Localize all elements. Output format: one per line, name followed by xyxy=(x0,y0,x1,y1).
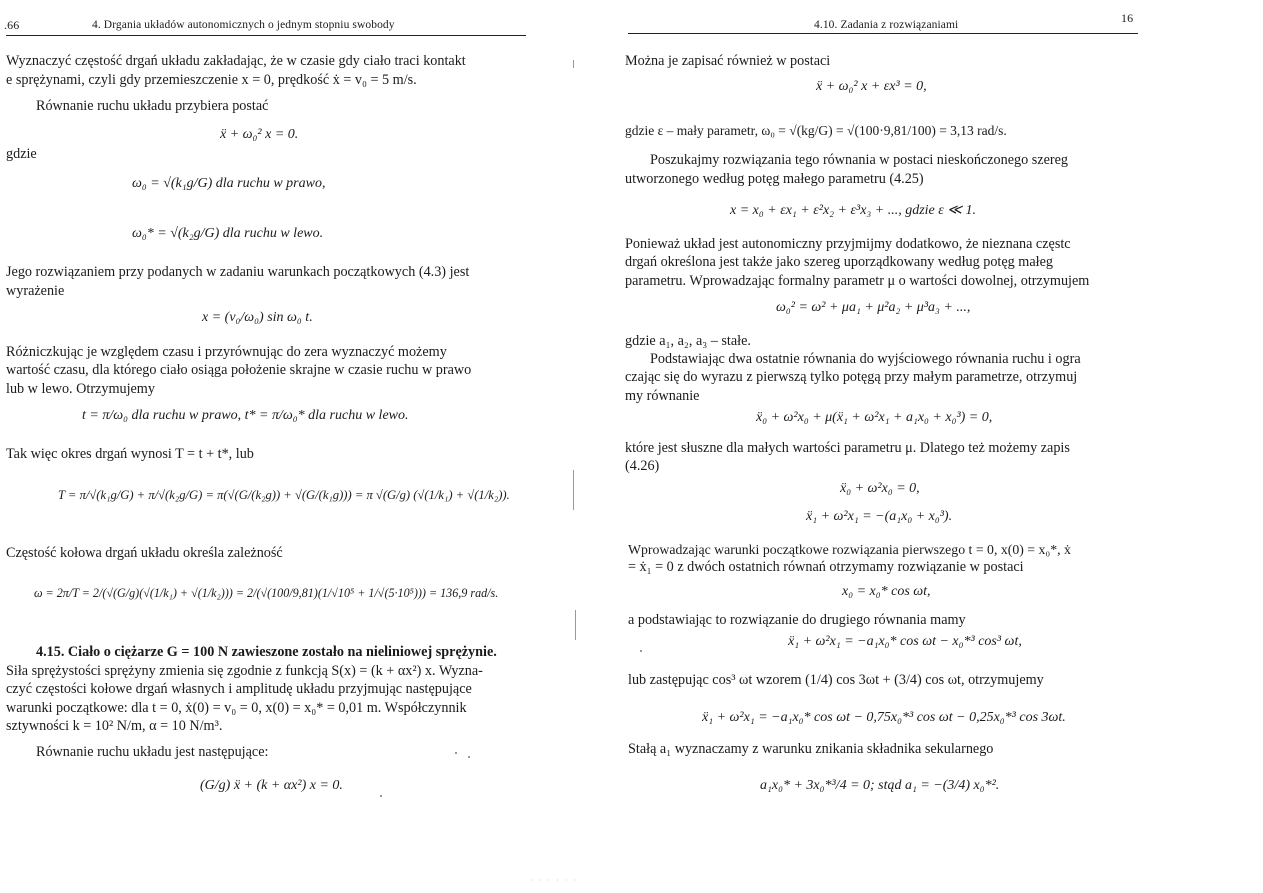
equation: a₁x₀* + 3x₀*³/4 = 0; stąd a₁ = −(3/4) x₀*². xyxy=(760,778,1000,793)
text-line: wyrażenie xyxy=(6,283,65,299)
running-title: 4.10. Zadania z rozwiązaniami xyxy=(814,19,959,31)
running-title: 4. Drgania układów autonomicznych o jednym stopniu swobody xyxy=(92,19,395,31)
equation: ẍ₁ + ω²x₁ = −a₁x₀* cos ωt − 0,75x₀*³ cos ωt − 0,25x₀*³ cos 3ωt. xyxy=(702,710,1066,725)
text-line: Poszukajmy rozwiązania tego równania w postaci nieskończonego szereg xyxy=(650,152,1068,168)
equation: ẍ₀ + ω²x₀ + μ(ẍ₁ + ω²x₁ + a₁x₀ + x₀³) = 0, xyxy=(756,410,993,425)
equation: ω₀ = √(k₁g/G) dla ruchu w prawo, xyxy=(132,176,326,191)
equation: ẍ + ω₀² x = 0. xyxy=(220,127,299,142)
equation: x = x₀ + εx₁ + ε²x₂ + ε³x₃ + ..., gdzie ε ≪ 1. xyxy=(730,203,976,218)
text-line: lub zastępując cos³ ωt wzorem (1/4) cos 3ωt + (3/4) cos ωt, otrzymujemy xyxy=(628,672,1044,688)
text-line: (4.26) xyxy=(625,458,660,474)
scan-footer-noise: · · · · · · xyxy=(530,876,578,885)
header-rule xyxy=(628,33,1138,34)
equation: ẍ₁ + ω²x₁ = −(a₁x₀ + x₀³). xyxy=(806,509,953,524)
text-line: Różniczkując je względem czasu i przyrównując do zera wyznaczyć możemy xyxy=(6,344,447,360)
equation: (G/g) ẍ + (k + αx²) x = 0. xyxy=(200,778,343,793)
text-line: Ponieważ układ jest autonomiczny przyjmijmy dodatkowo, że nieznana częstc xyxy=(625,236,1071,252)
gutter-mark xyxy=(575,610,576,640)
scan-speck xyxy=(380,795,382,797)
text-line: sztywności k = 10² N/m, α = 10 N/m³. xyxy=(6,718,223,734)
text-line: parametru. Wprowadzając formalny parametr μ o wartości dowolnej, otrzymujem xyxy=(625,273,1090,289)
text-line: Jego rozwiązaniem przy podanych w zadaniu warunkach początkowych (4.3) jest xyxy=(6,264,470,280)
text-line: gdzie a₁, a₂, a₃ – stałe. xyxy=(625,333,751,349)
problem-heading: 4.15. Ciało o ciężarze G = 100 N zawieszone zostało na nieliniowej sprężynie. xyxy=(36,644,497,660)
text-line: Podstawiając dwa ostatnie równania do wyjściowego równania ruchu i ogra xyxy=(650,351,1081,367)
header-rule xyxy=(6,35,526,36)
text-line: Siła sprężystości sprężyny zmienia się zgodnie z funkcją S(x) = (k + αx²) x. Wyzna- xyxy=(6,663,483,679)
text-line: lub w lewo. Otrzymujemy xyxy=(6,381,155,397)
text-line: Równanie ruchu układu przybiera postać xyxy=(36,98,269,114)
text-line: czając się do wyrazu z pierwszą tylko potęgą przy małym parametrze, otrzymuj xyxy=(625,369,1078,385)
text-line: Stałą a₁ wyznaczamy z warunku znikania składnika sekularnego xyxy=(628,741,994,757)
text-line: gdzie ε – mały parametr, ω₀ = √(kg/G) = √(100·9,81/100) = 3,13 rad/s. xyxy=(625,123,1007,138)
text-line: warunki początkowe: dla t = 0, ẋ(0) = v₀ = 0, x(0) = x₀* = 0,01 m. Współczynnik xyxy=(6,700,467,716)
text-line: Można je zapisać również w postaci xyxy=(625,53,831,69)
gutter-mark xyxy=(573,470,574,510)
right-page xyxy=(600,0,1263,893)
text-line: Równanie ruchu układu jest następujące: xyxy=(36,744,269,760)
gutter-mark xyxy=(573,60,574,68)
equation: ẍ + ω₀² x + εx³ = 0, xyxy=(816,79,927,94)
text-line: które jest słuszne dla małych wartości parametru μ. Dlatego też możemy zapis xyxy=(625,440,1070,456)
equation: ẍ₀ + ω²x₀ = 0, xyxy=(840,481,920,496)
text-line: my równanie xyxy=(625,388,700,404)
text-line: Wyznaczyć częstość drgań układu zakładając, że w czasie gdy ciało traci kontakt xyxy=(6,53,466,69)
text-line: gdzie xyxy=(6,146,37,162)
equation: ω₀* = √(k₂g/G) dla ruchu w lewo. xyxy=(132,226,324,241)
equation: t = π/ω₀ dla ruchu w prawo, t* = π/ω₀* dla ruchu w lewo. xyxy=(82,408,409,423)
text-line: drgań określona jest także jako szereg uporządkowany według potęg małeg xyxy=(625,254,1053,270)
page-number: .66 xyxy=(4,18,20,32)
text-line: Częstość kołowa drgań układu określa zależność xyxy=(6,545,283,561)
left-page xyxy=(0,0,600,893)
scan-speck xyxy=(455,752,457,754)
equation: x = (v₀/ω₀) sin ω₀ t. xyxy=(202,310,313,325)
page-number: 16 xyxy=(1121,11,1134,25)
equation: x₀ = x₀* cos ωt, xyxy=(842,584,931,599)
text-line: czyć częstości kołowe drgań własnych i amplitudę układu przyjmując następujące xyxy=(6,681,472,697)
equation: ω₀² = ω² + μa₁ + μ²a₂ + μ³a₃ + ..., xyxy=(776,300,971,315)
text-line: utworzonego według potęg małego parametru (4.25) xyxy=(625,171,924,187)
scan-speck xyxy=(640,650,642,652)
text-line: e sprężynami, czyli gdy przemieszczenie x = 0, prędkość ẋ = v₀ = 5 m/s. xyxy=(6,72,417,88)
equation: T = π/√(k₁g/G) + π/√(k₂g/G) = π(√(G/(k₂g)) + √(G/(k₁g))) = π √(G/g) (√(1/k₁) + √(1/k₂)). xyxy=(58,488,510,502)
text-line: wartość czasu, dla którego ciało osiąga położenie skrajne w czasie ruchu w prawo xyxy=(6,362,472,378)
text-line: a podstawiając to rozwiązanie do drugiego równania mamy xyxy=(628,612,966,628)
text-line: = ẋ₁ = 0 z dwóch ostatnich równań otrzymamy rozwiązanie w postaci xyxy=(628,559,1024,575)
scan-speck xyxy=(468,756,470,758)
text-line: Tak więc okres drgań wynosi T = t + t*, lub xyxy=(6,446,254,462)
equation: ẍ₁ + ω²x₁ = −a₁x₀* cos ωt − x₀*³ cos³ ωt, xyxy=(788,634,1022,649)
text-line: Wprowadzając warunki początkowe rozwiązania pierwszego t = 0, x(0) = x₀*, ẋ xyxy=(628,542,1071,557)
equation: ω = 2π/T = 2/(√(G/g)(√(1/k₁) + √(1/k₂))) = 2/(√(100/9,81)(1/√10⁵ + 1/√(5·10⁵))) = 136,9 rad/s. xyxy=(34,586,499,600)
